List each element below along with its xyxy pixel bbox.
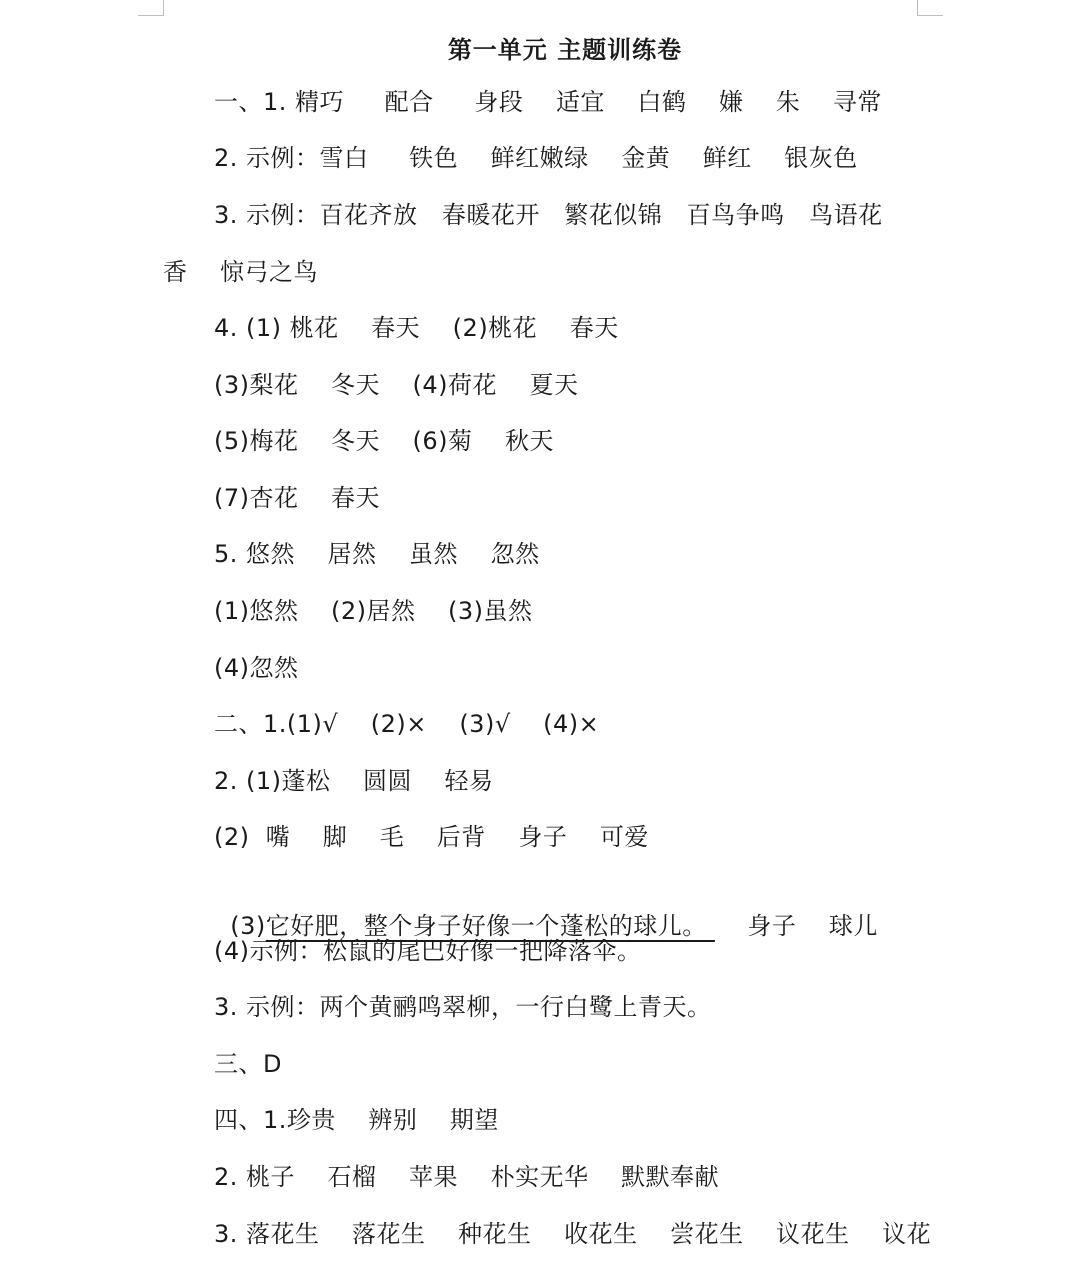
answer-line: 2. 示例：雪白 铁色 鲜红嫩绿 金黄 鲜红 银灰色	[214, 144, 858, 172]
answer-line: (5)梅花 冬天 (6)菊 秋天	[214, 427, 555, 455]
answer-line: 一、1. 精巧 配合 身段 适宜 白鹤 嫌 朱 寻常	[214, 88, 882, 116]
answer-line: 5. 悠然 居然 虽然 忽然	[214, 540, 540, 568]
answer-line: (4)示例：松鼠的尾巴好像一把降落伞。	[214, 937, 642, 965]
line-prefix: (3)	[230, 912, 266, 940]
answer-line: 4. (1) 桃花 春天 (2)桃花 春天	[214, 314, 619, 342]
crop-mark-top-right-h	[917, 15, 943, 16]
answer-line: (4)忽然	[214, 654, 299, 682]
answer-line: 3. 落花生 落花生 种花生 收花生 尝花生 议花生 议花	[214, 1220, 932, 1248]
answer-line-underlined	[214, 878, 878, 942]
answer-line: 3. 示例：两个黄鹂鸣翠柳，一行白鹭上青天。	[214, 993, 712, 1021]
underlined-answer: 它好肥，整个身子好像一个蓬松的球儿。	[265, 912, 715, 940]
answer-line: 2. (1)蓬松 圆圆 轻易	[214, 767, 494, 795]
answer-line: 四、1.珍贵 辨别 期望	[214, 1106, 499, 1134]
line-suffix: 身子 球儿	[714, 912, 878, 940]
answer-line: 香 惊弓之鸟	[163, 258, 319, 286]
answer-line: (3)梨花 冬天 (4)荷花 夏天	[214, 371, 579, 399]
answer-line: (7)杏花 春天	[214, 484, 381, 512]
answer-line: (2) 嘴 脚 毛 后背 身子 可爱	[214, 823, 649, 851]
crop-mark-top-left-v	[163, 0, 164, 16]
crop-mark-top-left-h	[138, 15, 164, 16]
answer-line: 二、1.(1)√ (2)× (3)√ (4)×	[214, 710, 600, 738]
page-title: 第一单元 主题训练卷	[447, 36, 683, 64]
answer-line: (1)悠然 (2)居然 (3)虽然	[214, 597, 533, 625]
answer-line: 三、D	[214, 1050, 282, 1078]
answer-line: 2. 桃子 石榴 苹果 朴实无华 默默奉献	[214, 1163, 720, 1191]
crop-mark-top-right-v	[917, 0, 918, 16]
answer-line: 3. 示例：百花齐放 春暖花开 繁花似锦 百鸟争鸣 鸟语花	[214, 201, 883, 229]
